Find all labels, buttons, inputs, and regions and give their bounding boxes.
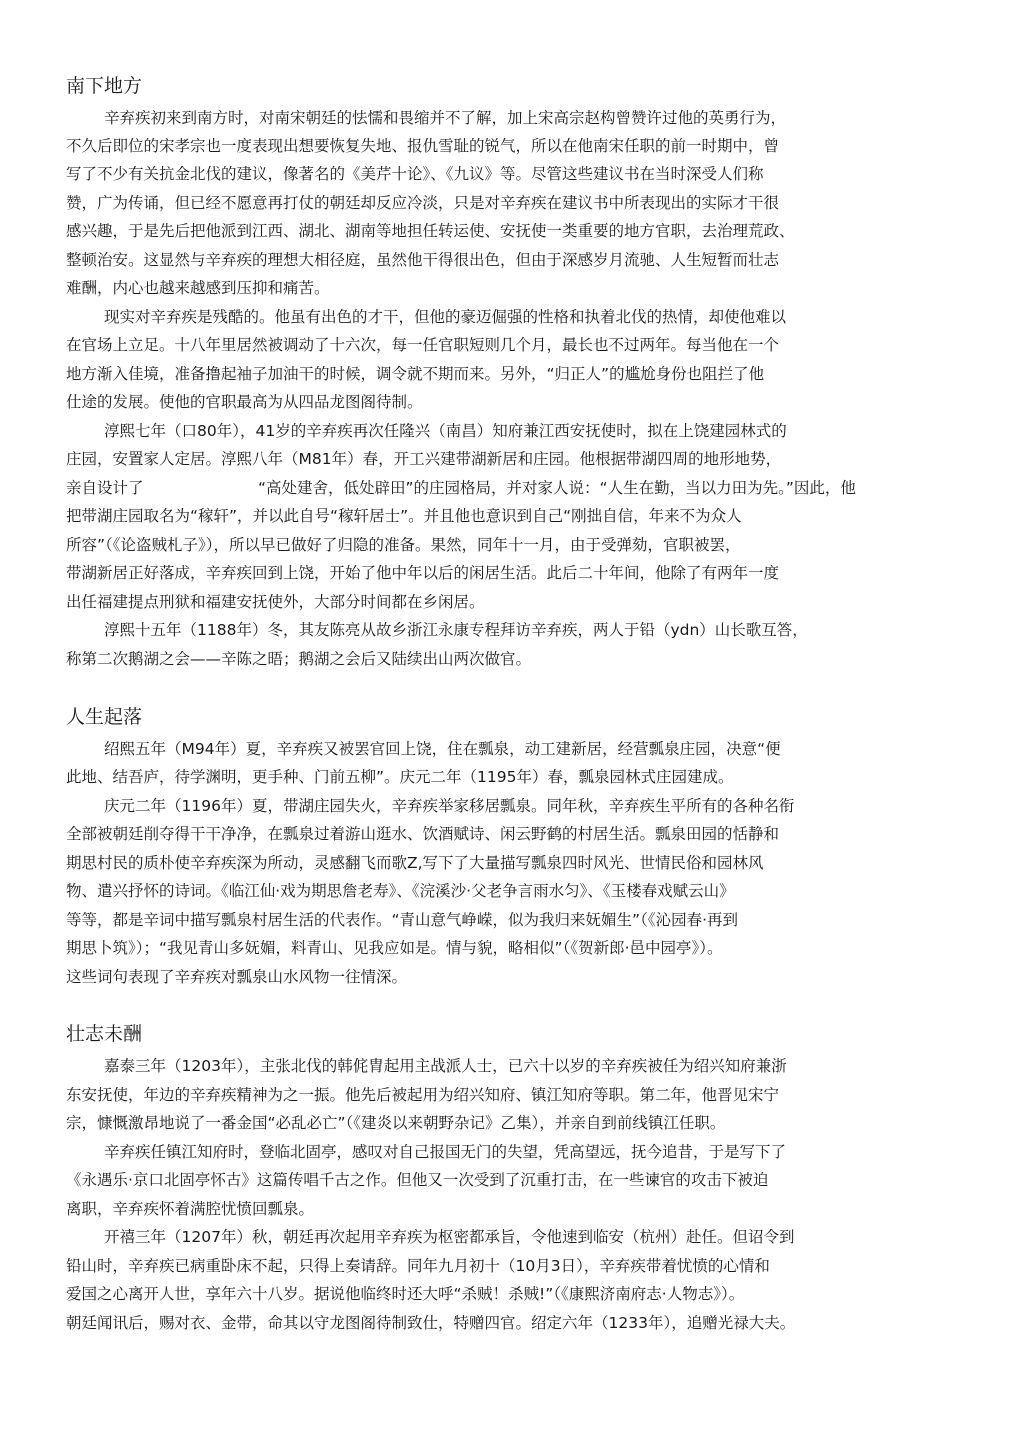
paragraph-line: 亲自设计了: [66, 479, 144, 497]
paragraph-line: 嘉泰三年（1203年），主张北伐的韩侂胄起用主战派人士，已六十以岁的辛弃疾被任为绍兴知府兼浙: [104, 1057, 787, 1075]
paragraph-line: 淳熙十五年（1188年）冬，其友陈亮从故乡浙江永康专程拜访辛弃疾，两人于铅（ydn）山长歌互答，: [104, 621, 808, 639]
paragraph-line: 庆元二年（1196年）夏，带湖庄园失火，辛弃疾举家移居瓢泉。同年秋，辛弃疾生平所有的各种名衔: [104, 797, 795, 815]
paragraph-line: 把带湖庄园取名为“稼轩”，并以此自号“稼轩居士”。并且他也意识到自己“刚拙自信，年来不为众人: [66, 507, 742, 525]
section-title: 人生起落: [66, 706, 143, 728]
paragraph-line: 整顿治安。这显然与辛弃疾的理想大相径庭，虽然他干得很出色，但由于深感岁月流驰、人生短暂而壮志: [66, 251, 780, 269]
paragraph-line: 《永遇乐·京口北固亭怀古》这篇传唱千古之作。但他又一次受到了沉重打击，在一些谏官的攻击下被迫: [66, 1171, 769, 1189]
paragraph-line: 物、遣兴抒怀的诗词。《临江仙·戏为期思詹老寿》、《浣溪沙·父老争言雨水匀》、《玉楼春戏赋云山》: [66, 882, 735, 900]
paragraph-line: 这些词句表现了辛弃疾对瓢泉山水风物一往情深。: [66, 968, 408, 986]
paragraph-line: 开禧三年（1207年）秋，朝廷再次起用辛弃疾为枢密都承旨，令他速到临安（杭州）赴任。但诏令到: [104, 1228, 795, 1246]
paragraph-line: 不久后即位的宋孝宗也一度表现出想要恢复失地、报仇雪耻的锐气，所以在他南宋任职的前一时期中，曾: [66, 137, 780, 155]
paragraph-line: 在官场上立足。十八年里居然被调动了十六次，每一任官职短则几个月，最长也不过两年。每当他在一个: [66, 336, 780, 354]
section-title: 壮志未酬: [66, 1023, 143, 1045]
paragraph-line: 辛弃疾任镇江知府时，登临北固亭，感叹对自己报国无门的失望，凭高望远，抚今追昔，于是写下了: [104, 1143, 787, 1161]
paragraph-line: 所容”（《论盗贼札子》），所以早已做好了归隐的准备。果然，同年十一月，由于受弹劾，官职被罢，: [66, 536, 741, 554]
paragraph-line: 淳熙七年（口80年），41岁的辛弃疾再次任隆兴（南昌）知府兼江西安抚使时，拟在上饶建园林式的: [104, 422, 787, 440]
paragraph-line: 现实对辛弃疾是残酷的。他虽有出色的才干，但他的豪迈倔强的性格和执着北伐的热情，却使他难以: [104, 308, 787, 326]
paragraph-line: 带湖新居正好落成，辛弃疾回到上饶，开始了他中年以后的闲居生活。此后二十年间，他除了有两年一度: [66, 564, 780, 582]
paragraph-line: 爱国之心离开人世，享年六十八岁。据说他临终时还大呼“杀贼！杀贼!”（《康熙济南府志·人物志》）。: [66, 1285, 745, 1303]
paragraph-line: 难酬，内心也越来越感到压抑和痛苦。: [66, 279, 330, 297]
paragraph-line: 宗，慷慨激昂地说了一番金国“必乱必亡”（《建炎以来朝野杂记》乙集），并亲自到前线镇江任职。: [66, 1114, 726, 1132]
paragraph-line: 离职，辛弃疾怀着满腔忧愤回瓢泉。: [66, 1200, 315, 1218]
paragraph-line: 辛弃疾初来到南方时，对南宋朝廷的怯懦和畏缩并不了解，加上宋高宗赵构曾赞许过他的英勇行为，: [104, 109, 787, 127]
paragraph-line: 赞，广为传诵，但已经不愿意再打仗的朝廷却反应冷淡，只是对辛弃疾在建议书中所表现出的实际才干很: [66, 194, 780, 212]
paragraph-line: 地方渐入佳境，准备撸起袖子加油干的时候，调令就不期而来。另外，“归正人”的尴尬身份也阻拦了他: [66, 365, 765, 383]
paragraph-line: 写了不少有关抗金北伐的建议，像著名的《美芹十论》、《九议》等。尽管这些建议书在当时深受人们称: [66, 165, 764, 183]
paragraph-line: 仕途的发展。使他的官职最高为从四品龙图阁待制。: [66, 393, 423, 411]
paragraph-line: 朝廷闻讯后，赐对衣、金带，命其以守龙图阁待制致仕，特赠四官。绍定六年（1233年），追赠光禄大夫。: [66, 1314, 796, 1332]
paragraph-line: 期思村民的质朴使辛弃疾深为所动，灵感翻飞而歌Z,写下了大量描写瓢泉四时风光、世情民俗和园林风: [66, 854, 764, 872]
paragraph-line: 全部被朝廷削夺得干干净净，在瓢泉过着游山逛水、饮酒赋诗、闲云野鹤的村居生活。瓢泉田园的恬静和: [66, 825, 780, 843]
paragraph-line: 出任福建提点刑狱和福建安抚使外，大部分时间都在乡闲居。: [66, 593, 485, 611]
paragraph-line: 铅山时，辛弃疾已病重卧床不起，只得上奏请辞。同年九月初十（10月3日），辛弃疾带着忧愤的心情和: [66, 1257, 770, 1275]
paragraph-line: 称第二次鹅湖之会——辛陈之晤；鹅湖之会后又陆续出山两次做官。: [66, 650, 532, 668]
paragraph-line: 期思卜筑》）；“我见青山多妩媚，料青山、见我应如是。情与貌，略相似”（《贺新郎·邑中园亭》）。: [66, 939, 723, 957]
paragraph-line: 庄园，安置家人定居。淳熙八年（M81年）春，开工兴建带湖新居和庄园。他根据带湖四周的地形地势，: [66, 450, 782, 468]
paragraph-line: 感兴趣，于是先后把他派到江西、湖北、湖南等地担任转运使、安抚使一类重要的地方官职，去治理荒政、: [66, 222, 795, 240]
section-title: 南下地方: [66, 75, 143, 97]
paragraph-line: “高处建舍，低处辟田”的庄园格局，并对家人说：“人生在勤，当以力田为先。”因此，他: [258, 479, 856, 497]
paragraph-line: 绍熙五年（M94年）夏，辛弃疾又被罢官回上饶，住在瓢泉，动工建新居，经营瓢泉庄园，决意“便: [104, 740, 781, 758]
paragraph-line: 东安抚使，年边的辛弃疾精神为之一振。他先后被起用为绍兴知府、镇江知府等职。第二年，他晋见宋宁: [66, 1086, 780, 1104]
paragraph-line: 等等，都是辛词中描写瓢泉村居生活的代表作。“青山意气峥嵘，似为我归来妩媚生”（《沁园春·再到: [66, 911, 738, 929]
paragraph-line: 此地、结吾庐，待学渊明，更手种、门前五柳”。庆元二年（1195年）春，瓢泉园林式庄园建成。: [66, 768, 734, 786]
